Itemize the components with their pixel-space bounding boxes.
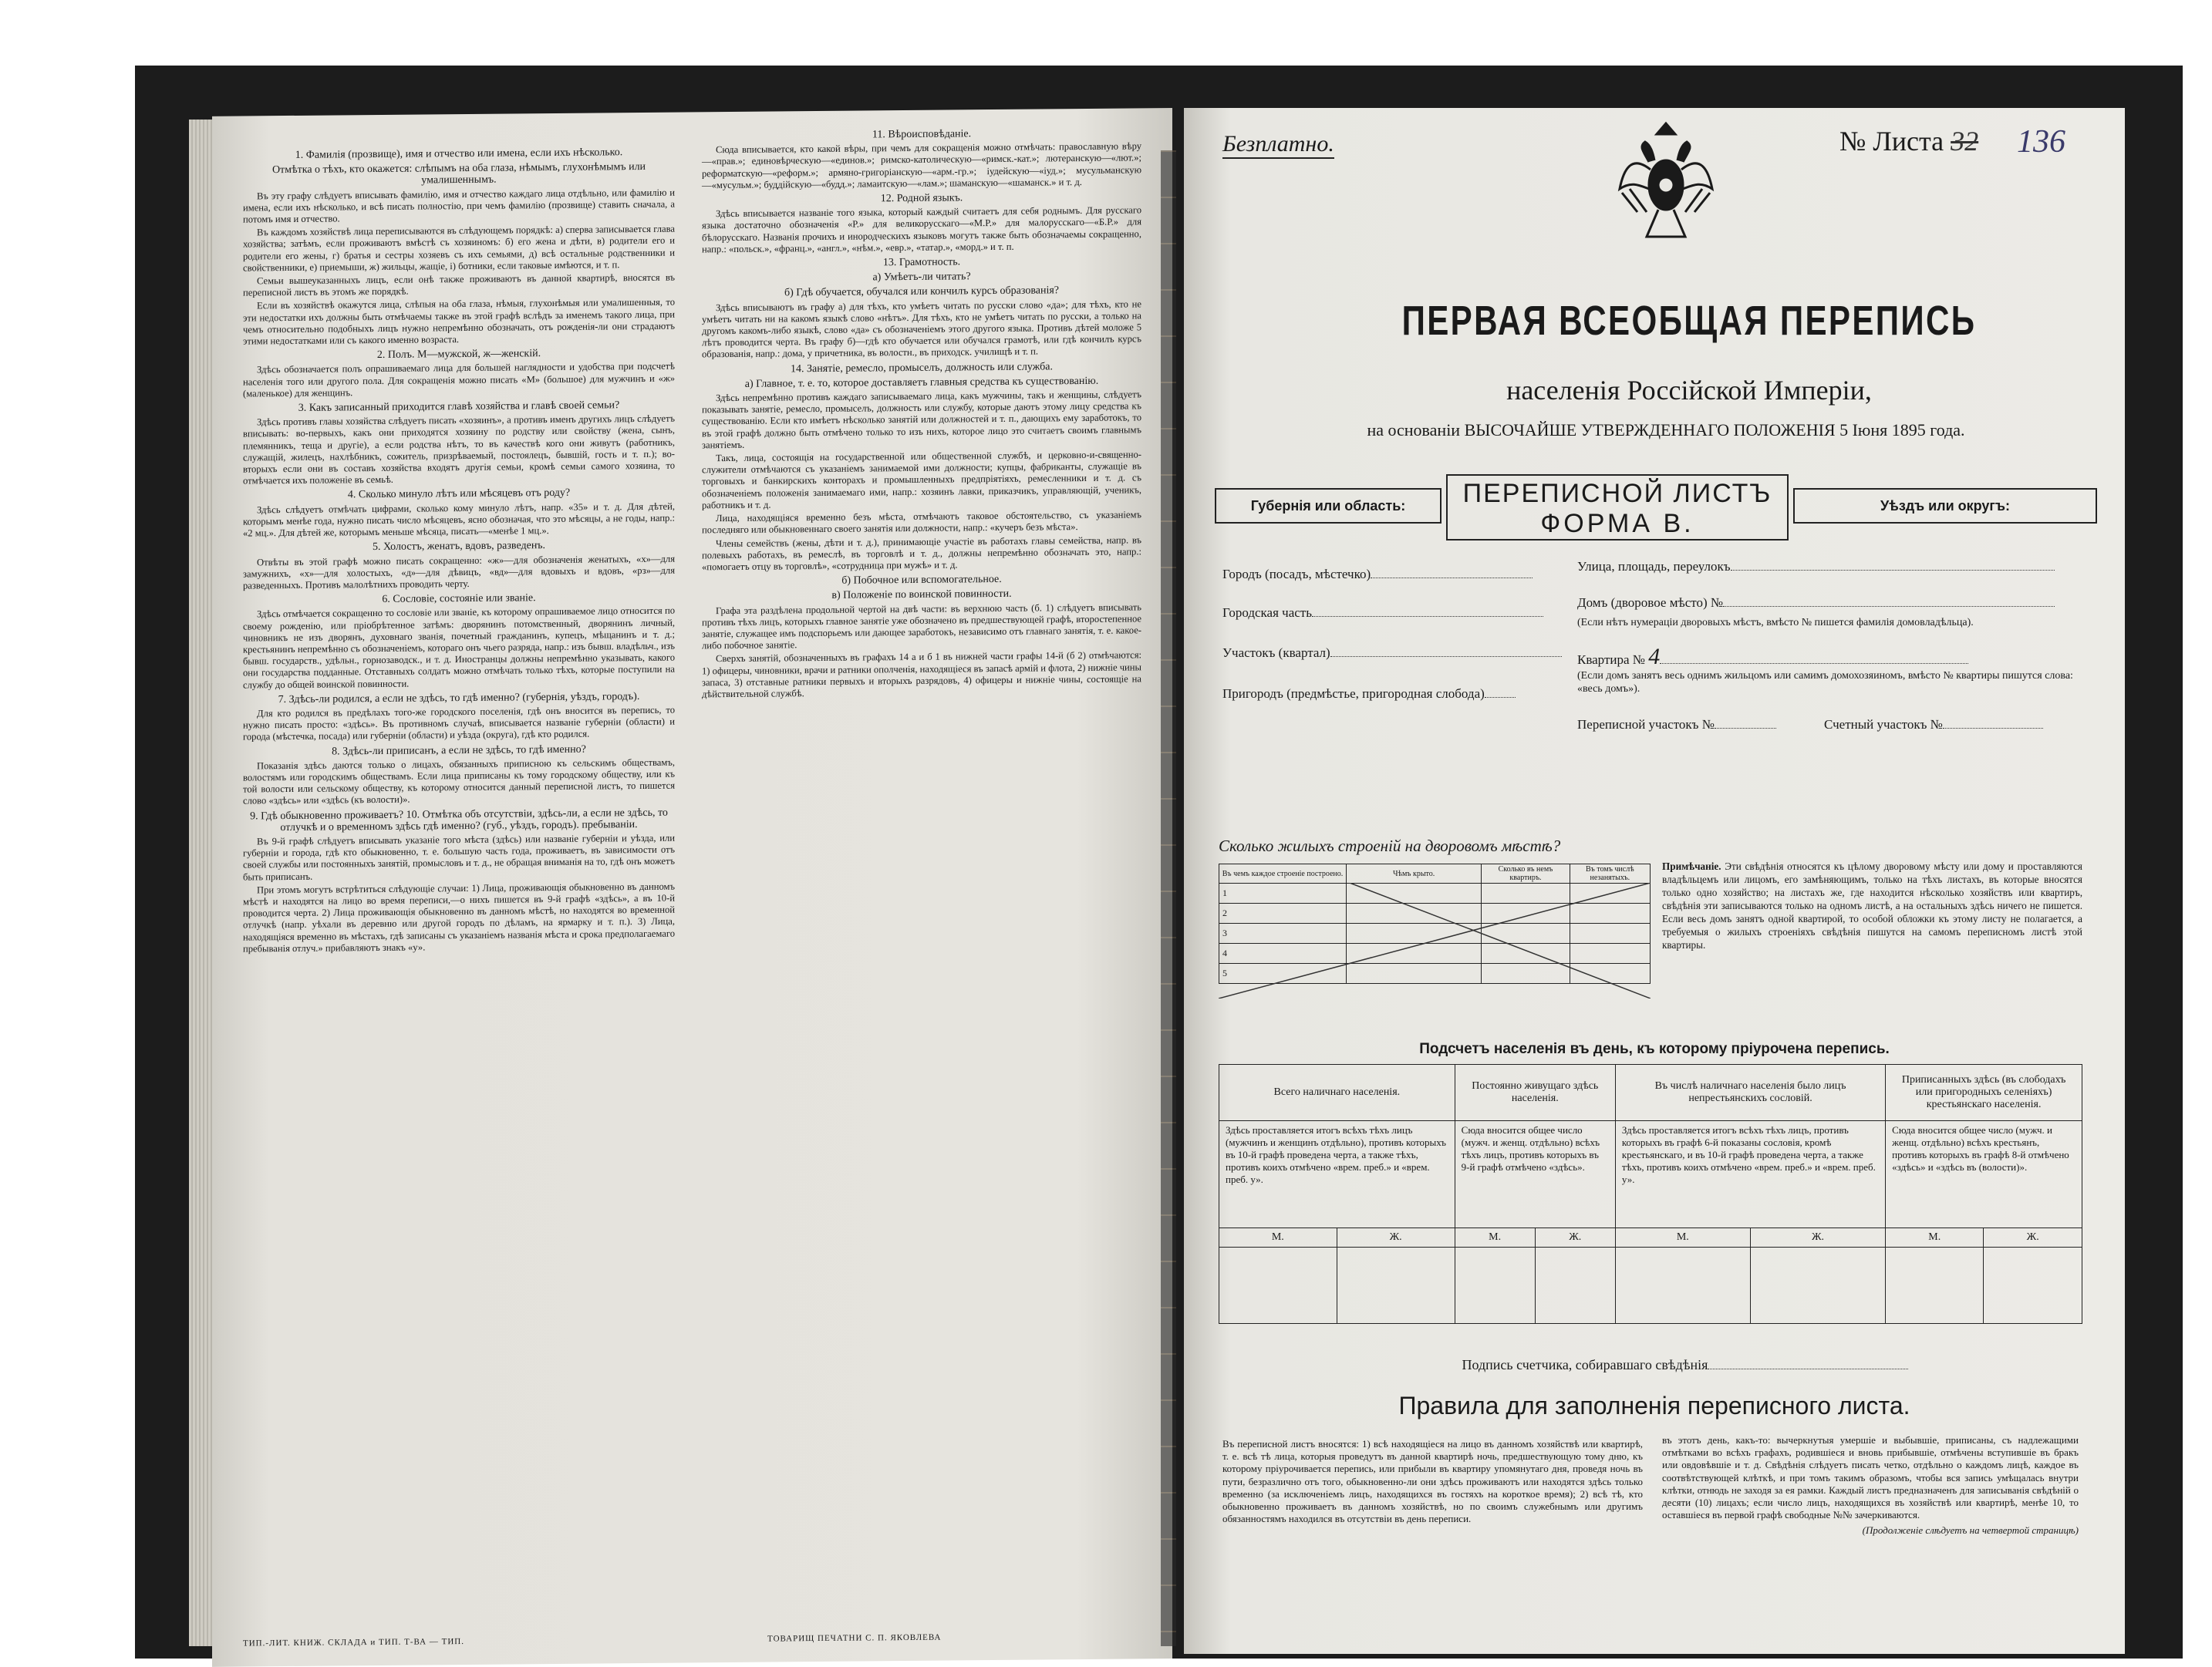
row-number: 4 <box>1219 944 1347 964</box>
rules-continued: (Продолженіе слѣдуетъ на четвертой страницѣ) <box>1862 1524 2079 1537</box>
paragraph: Такъ, лица, состоящія на государственной или общественной службѣ, и церковно-и-священно-служители отмѣчаются съ указаніемъ занимаемой ими должности; купцы, фабриканты, служащіе въ торговыхъ и банкирскихъ конторахъ и промышленныхъ предпріятіяхъ, ремесленники и т. д. съ обозначеніемъ положенія занимаемаго ими, напр.: хозяинъ лавки, приказчикъ, управляющій, ученикъ, работникъ и т. д. <box>702 449 1141 511</box>
note-text: Эти свѣдѣнія относятся къ цѣлому дворовому мѣсту или дому и проставляются владѣльцемъ или лицомъ, его замѣняющимъ, только на тѣхъ листахъ, въ которые вносятся только одно хозяйство; на листахъ же, где находится нѣсколько хозяйствъ или квартиръ, свѣдѣнія эти записываются только на одномъ листѣ, а на остальныхъ здѣсь ничего не пишется. Если весь домъ занятъ одной квартирой, то особой обложки къ этому листу не полагается, а требуемыя о жилыхъ строеніяхъ свѣдѣнія пишутся на самомъ переписномъ листѣ этой квартиры. <box>1662 860 2082 951</box>
male-label: М. <box>1886 1228 1984 1248</box>
count-cell[interactable] <box>1455 1248 1535 1324</box>
document-title: ПЕРВАЯ ВСЕОБЩАЯ ПЕРЕПИСЬ <box>1401 298 1977 344</box>
signature-label: Подпись счетчика, собиравшаго свѣдѣнія <box>1462 1357 1708 1372</box>
field-blank[interactable] <box>1660 652 1968 664</box>
sheet-number-handwritten: 32 <box>1951 126 1979 157</box>
section-heading: в) Положеніе по воинской повинности. <box>831 588 1012 602</box>
folio-number-handwritten: 136 <box>2017 124 2065 160</box>
section-heading: 4. Сколько минуло лѣтъ или мѣсяцевъ отъ роду? <box>347 487 571 501</box>
row-number: 3 <box>1219 924 1347 944</box>
count-cell[interactable] <box>1750 1248 1885 1324</box>
paragraph: Для кто родился въ предѣлахъ того-же городского поселенія, гдѣ онъ вносится въ перепись, то нужно писать просто: «здѣсь». Въ противномъ случаѣ, вписывается названіе губерніи (области) и города (мѣстечка, посада) или губерніи (области) и уѣзда (округа), гдѣ кто родился. <box>243 704 675 743</box>
field-label: Счетный участокъ № <box>1824 717 1943 732</box>
section-heading: Отмѣтка о тѣхъ, кто окажется: слѣпымъ на оба глаза, нѣмымъ, глухонѣмымъ или умалишеннымъ. <box>271 161 646 187</box>
paragraph: Здѣсь непремѣнно противъ каждаго записываемаго лица, какъ мужчины, такъ и женщины, слѣдуетъ показывать занятіе, ремесло, промыселъ, должность или службу, которые даютъ этому лицу средства къ существованію. Если кто имѣетъ нѣсколько занятій или должностей и т. п., дающихъ ему заработокъ, то въ этой графѣ должно быть отмѣчено только то изъ нихъ, которое лицо это считаетъ своимъ главнымъ занятіемъ. <box>702 389 1141 451</box>
paragraph: Въ каждомъ хозяйствѣ лица переписываются въ слѣдующемъ порядкѣ: а) сперва записывается глава хозяйства; затѣмъ, если проживаютъ вмѣстѣ съ хозяиномъ: б) его жена и дѣти, в) родители его и родители его жены, г) братья и сестры хозяевъ съ ихъ семьями, д) всѣ остальные родственники и свойственники, е) приемыши, ж) жильцы, жащіе, і) ботники, если таковые имѣются, и т. п. <box>243 223 675 274</box>
sex-header-row <box>1219 1228 2082 1248</box>
section-heading: б) Гдѣ обучается, обучался или кончилъ курсъ образованія? <box>784 285 1059 299</box>
population-desc: Сюда вносится общее число (мужч. и женщ. отдѣльно) всѣхъ тѣхъ лицъ, противъ которыхъ въ 9-й графѣ отмѣчено «здѣсь». <box>1455 1121 1615 1228</box>
cross-out-mark <box>1219 883 1651 999</box>
male-label: М. <box>1219 1228 1337 1248</box>
right-page <box>1184 108 2125 1654</box>
double-headed-eagle-icon <box>1616 116 1716 247</box>
field-label: Пригородъ (предмѣстье, пригородная слобода) <box>1222 686 1485 701</box>
female-label: Ж. <box>1337 1228 1455 1248</box>
section-heading: 6. Сословіе, состояніе или званіе. <box>382 592 536 606</box>
paragraph: Здѣсь отмѣчается сокращенно то сословіе или званіе, къ которому опрашиваемое лицо относится по своему рожденію, или пріобрѣтенное затѣмъ: дворянинъ потомственный, дворянинъ личный, чиновникъ не изъ дворянъ, духовнаго званія, почетный гражданинъ, купецъ, мѣщанинъ и т. д.; крестьянинъ непремѣнно съ обозначеніемъ, котораго онъ чьего разряда, напр.: изъ бывш. владѣльч., изъ бывш. государств., удѣльн., горнозаводск., и т. д. Иностранцы должны непремѣнно указывать, какого они государства подданные. Отставныхъ солдатъ можно отмѣчать только тѣхъ, которые поступили на службу до общей воинской повинности. <box>243 604 675 691</box>
section-heading: 7. Здѣсь-ли родился, а если не здѣсь, то гдѣ именно? (губернія, уѣздъ, городъ). <box>278 690 640 706</box>
gutter-ruler <box>1161 150 1176 1646</box>
document-subtitle-2: на основаніи ВЫСОЧАЙШЕ УТВЕРЖДЕННАГО ПОЛОЖЕНІЯ 5 Іюня 1895 года. <box>1367 420 1965 439</box>
houses-header: Чѣмъ крыто. <box>1347 864 1482 884</box>
female-label: Ж. <box>1750 1228 1885 1248</box>
field-label: Домъ (дворовое мѣсто) № <box>1577 595 1724 610</box>
field-blank[interactable] <box>1330 645 1562 657</box>
count-cell[interactable] <box>1615 1248 1750 1324</box>
field-kvartira <box>1577 644 1968 670</box>
form-title-box <box>1446 474 1789 541</box>
section-heading: 14. Занятіе, ремесло, промыселъ, должность или служба. <box>791 361 1053 375</box>
paragraph: Здѣсь вписываютъ въ графу а) для тѣхъ, кто умѣетъ читать по русски слово «да»; для тѣхъ, кто не умѣетъ читать ни на какомъ языкѣ слово «нѣтъ». Для тѣхъ, кто не умѣетъ читать по русски, а только на другомъ какомъ-либо языкѣ, слово «да» съ обозначеніемъ этого другого языка. Противъ дѣтей моложе 5 лѣтъ проводится черта. Въ графу б)—гдѣ кто обучается или обучался грамотѣ, или гдѣ кончилъ курсъ образованія, напр.: дома, у причетника, въ волостн., въ приходск. училищѣ и т. п. <box>702 298 1141 360</box>
population-desc: Сюда вносится общее число (мужч. и женщ. отдѣльно) всѣхъ крестьянъ, противъ которыхъ въ графѣ 8-й отмѣчено «здѣсь» и «здѣсь въ (волости)». <box>1886 1121 2082 1228</box>
field-label: Улица, площадь, переулокъ <box>1577 559 1731 574</box>
section-heading: 11. Вѣроисповѣданіе. <box>872 128 972 141</box>
population-header: Всего наличнаго населенія. <box>1219 1065 1455 1121</box>
female-label: Ж. <box>1984 1228 2082 1248</box>
population-header: Въ числѣ наличнаго населенія было лицъ непрестьянскихъ сословій. <box>1615 1065 1885 1121</box>
female-label: Ж. <box>1535 1228 1615 1248</box>
paragraph: Здѣсь обозначается полъ опрашиваемаго лица для большей наглядности и удобства при подсчетѣ населенія того или другого пола. Для сокращенія можно писать «М» (большое) для мужчинъ и «ж» (маленькое) для женщинъ. <box>243 361 675 399</box>
section-heading: 3. Какъ записанный приходится главѣ хозяйства и главѣ своей семьи? <box>298 399 620 414</box>
guberniya-box: Губернія или область: <box>1215 488 1442 524</box>
kvartira-handwritten: 4 <box>1648 644 1661 669</box>
field-label: Городская часть <box>1222 605 1312 620</box>
field-label: Квартира № <box>1577 652 1646 667</box>
paragraph: Здѣсь слѣдуетъ отмѣчать цифрами, сколько кому минуло лѣтъ, напр. «35» и т. д. Для дѣтей, которымъ менѣе года, нужно писать число мѣсяцевъ, ясно обозначая, что это мѣсяцы, а не годы, напр.: «2 мц.». Для дѣтей же, которымъ меньше мѣсяца, писать—«менѣе 1 мц.». <box>243 500 675 539</box>
row-number: 5 <box>1219 964 1347 984</box>
field-schetny <box>1824 717 2043 732</box>
paragraph: Въ 9-й графѣ слѣдуетъ вписывать указаніе того мѣста (здѣсь) или названіе губерніи и уѣзда, или губерніи и города, гдѣ кто обыкновенно, т. е. большую часть года, проживаетъ, въ зависимости отъ своей службы или постоянныхъ занятій, промысловъ и т. д., не обращая вниманія на то, гдѣ онъ можетъ быть приписанъ. <box>243 832 675 883</box>
field-chast <box>1222 605 1543 621</box>
left-column-2 <box>702 123 1141 702</box>
field-blank[interactable] <box>1312 605 1543 617</box>
paragraph: При этомъ могутъ встрѣтиться слѣдующіе случаи: 1) Лица, проживающія обыкновенно въ данномъ мѣстѣ и находятся на лицо во время переписи,—о нихъ пишется въ 9-й графѣ «здѣсь», а въ 10-й проводится черта. 2) Лица проживающія обыкновенно въ данномъ мѣстѣ, но находятся во временной отлучкѣ (напр. уѣхали въ деревню или другой городъ по дѣламъ, на ярмарку и т. п.). 3) Лица, находящіяся временно въ мѣстахъ, гдѣ записаны съ указаніемъ названія мѣста и срока предполагаемаго пребыванія отлуч.» прибавляютъ знакъ «у». <box>243 881 675 955</box>
form-subtitle: ФОРМА В. <box>1540 509 1694 538</box>
male-label: М. <box>1455 1228 1535 1248</box>
field-label: Участокъ (квартал) <box>1222 645 1330 660</box>
paragraph: Семьи вышеуказанныхъ лицъ, если онѣ также проживаютъ въ данной квартирѣ, вносятся въ переписной листъ въ этомъ же порядкѣ. <box>243 271 675 298</box>
paragraph: Здѣсь противъ главы хозяйства слѣдуетъ писать «хозяинъ», а противъ именъ другихъ лицъ слѣдуетъ вписывать: во-первыхъ, какъ они приходятся хозяину по родству или свойству (жена, сынъ, племянникъ, теща и другіе), а если родства нѣтъ, то въ качествѣ кого они живутъ (работникъ, служащій, жилецъ, нахлѣбникъ, сожитель, призрѣваемый, постоялецъ, бывшій, гость и т. п.); во-вторыхъ если они въ составъ хозяйства входятъ другія семьи, кромѣ семьи самого хозяина, то отмѣчается ихъ положеніе въ семьѣ. <box>243 413 675 487</box>
field-perepisnoy <box>1577 717 1776 732</box>
field-uchastok <box>1222 645 1562 661</box>
rules-text: въ этотъ день, какъ-то: вычеркнутыя умершіе и выбывшіе, приписаны, съ надлежащими отмѣтками во всѣхъ графахъ, родившіеся и вновь прибывшіе, отмѣчены вступившіе въ бракъ или овдовѣвшіе и т. д. Свѣдѣнія слѣдуетъ писать четко, отдѣльно о каждомъ лицѣ, каждое въ соотвѣтствующей клѣткѣ, и при томъ такимъ образомъ, чтобы вся запись умѣщалась внутри клѣтки, отнюдь не заходя за ея рамки. Каждый листъ предназначенъ для записыванія свѣдѣній о десяти (10) лицахъ; если число лицъ, находящихся въ хозяйствѣ или квартирѣ, менѣе 10, то оставшіеся въ первой графѣ свободные №№ зачеркиваются. <box>1662 1434 2079 1521</box>
field-blank[interactable] <box>1731 559 2055 571</box>
document-subtitle: населенія Россійской Имперіи, <box>1506 375 1872 406</box>
enumerator-signature <box>1300 1357 2071 1373</box>
rules-title: Правила для заполненія переписного листа. <box>1398 1392 1910 1419</box>
rules-column-2 <box>1662 1434 2079 1537</box>
paragraph: Сюда вписывается, кто какой вѣры, при чемъ для сокращенія можно отмѣчать: православную вѣру—«прав.»; единовѣрческую—«единов.»; римско-католическую—«римск.-кат.»; лютеранскую—«лют.»; реформатскую—«реформ.»; армяно-григоріанскую—«арм.-гр.»; іудейскую—«іуд.»; мусульманскую—«мусульм.»; буддійскую—«будд.»; ламаитскую—«лам.»; шаманскую—«шаманск.» и т. д. <box>702 140 1141 191</box>
free-label: Безплатно. <box>1222 131 1334 159</box>
printer-footer-left: ТИП.-ЛИТ. КНИЖ. СКЛАДА и ТИП. Т-ВА — ТИП. <box>243 1637 464 1648</box>
houses-note <box>1662 860 2082 951</box>
section-heading: 13. Грамотность. <box>882 256 961 269</box>
field-blank[interactable] <box>1723 595 2055 607</box>
houses-header-row <box>1219 864 1651 884</box>
count-cell[interactable] <box>1219 1248 1337 1324</box>
paragraph: Если въ хозяйствѣ окажутся лица, слѣпыя на оба глаза, нѣмыя, глухонѣмыя или умалишенныя, то эти недостатки ихъ должны быть отмѣчаемы также въ этой графѣ вслѣдъ за именемъ такого лица, при чемъ относительно подобныхъ лицъ нужно непремѣнно обозначать, отъ рожденія-ли они страдаютъ этими недостатками или съ какого именно возраста. <box>243 297 675 347</box>
form-header-row <box>1215 474 2094 537</box>
paragraph: Лица, находящіяся временно безъ мѣста, отмѣчаютъ таковое обстоятельство, съ указаніемъ последняго или обыкновеннаго своего занятія или должности, напр.: «кучеръ безъ мѣста». <box>702 509 1141 536</box>
section-heading: 5. Холостъ, женатъ, вдовъ, разведенъ. <box>372 540 546 554</box>
form-title: ПЕРЕПИСНОЙ ЛИСТЪ <box>1462 479 1772 508</box>
book-scan <box>135 66 2183 1659</box>
population-desc: Здѣсь проставляется итогъ всѣхъ тѣхъ лицъ (мужчинъ и женщинъ отдѣльно), противъ которыхъ въ 10-й графѣ проведена черта, а также тѣхъ, противъ коихъ отмѣчено «врем. преб.» и «врем. преб. у». <box>1219 1121 1455 1228</box>
field-blank[interactable] <box>1485 686 1516 698</box>
field-prigorod <box>1222 686 1516 702</box>
field-gorod <box>1222 567 1533 582</box>
uezd-box: Уѣздъ или округъ: <box>1793 488 2097 524</box>
field-dom-note: (Если нѣтъ нумераціи дворовыхъ мѣстъ, вмѣсто № пишется фамилія домовладѣльца). <box>1577 617 1974 628</box>
section-heading: а) Главное, т. е. то, которое доставляетъ главныя средства къ существованію. <box>744 375 1099 390</box>
paragraph: Въ эту графу слѣдуетъ вписывать фамилію, имя и отчество каждаго лица отдѣльно, или фамилію и имена, если ихъ нѣсколько, и всѣ писать полностію, при чемъ фамилію (прозвище) ставить сначала, а потомъ имя и отчество. <box>243 187 675 225</box>
sheet-number-text: № Листа <box>1839 126 1944 157</box>
section-heading: 1. Фамилія (прозвище), имя и отчество или имена, если ихъ нѣсколько. <box>295 146 623 161</box>
paragraph: Показанія здѣсь даются только о лицахъ, обязанныхъ приписною къ сельскимъ обществамъ, волостямъ или городскимъ обществамъ. Если лица приписаны къ тому городскому обществу, или къ той волости или сельскому обществу, къ которому относится данный переписной листъ, то пишется слово «здѣсь» или «здѣсь (къ волости)». <box>243 756 675 807</box>
houses-header: Въ чемъ каждое строеніе построено. <box>1219 864 1347 884</box>
signature-blank[interactable] <box>1708 1358 1908 1369</box>
sheet-number-label <box>1839 125 1978 157</box>
paragraph: Члены семействъ (жены, дѣти и т. д.), принимающіе участіе въ работахъ главы семейства, напр. въ полевыхъ работахъ, въ ремеслѣ, въ торговлѣ и т. д., должны непремѣнно обозначать это, напр.: «помогаетъ отцу въ торговлѣ», «сотрудница при мужѣ» и т. д. <box>702 534 1141 573</box>
row-number: 2 <box>1219 904 1347 924</box>
paragraph: Отвѣты въ этой графѣ можно писать сокращенно: «ж»—для обозначенія женатыхъ, «х»—для замужнихъ, «х»—для холостыхъ, «д»—для дѣвицъ, «вд»—для вдовыхъ и вдовъ, «рз»—для разведенныхъ. Противъ малолѣтнихъ проводить черту. <box>243 553 675 591</box>
count-row <box>1219 1248 2082 1324</box>
count-cell[interactable] <box>1984 1248 2082 1324</box>
section-heading: а) Умѣетъ-ли читать? <box>872 271 971 284</box>
left-page <box>212 108 1172 1667</box>
paragraph: Сверхъ занятій, обозначенныхъ въ графахъ 14 а и б 1 въ нижней части графы 14-й (б 2) отмѣчаются: 1) офицеры, чиновники, врачи и ратники ополченія, находящіеся въ запасѣ армій и флота, 2) нижніе чины запаса, 3) отставные ратники первыхъ и вторыхъ разрядовъ, 4) офицеры и нижніе чины, состоящіе на дѣйствительной службѣ. <box>702 649 1141 700</box>
houses-header: Въ томъ числѣ незанятыхъ. <box>1570 864 1650 884</box>
population-header: Приписанныхъ здѣсь (въ слободахъ или пригородныхъ селеніяхъ) крестьянскаго населенія. <box>1886 1065 2082 1121</box>
section-heading: 8. Здѣсь-ли приписанъ, а если не здѣсь, то гдѣ именно? <box>332 743 586 758</box>
field-blank[interactable] <box>1371 567 1533 578</box>
section-heading: 2. Полъ. М—мужской, ж—женскій. <box>376 348 541 362</box>
rules-column-1: Въ переписной листъ вносятся: 1) всѣ находящіеся на лицо въ данномъ хозяйствѣ или квартирѣ, т. е. всѣ тѣ лица, которыя проведутъ въ данной квартирѣ ночь, предшествующую тому дню, къ которому пріурочивается перепись, или прибыли въ квартиру упомянутаго дня, проведя ночь въ пути, безразлично отъ того, обыкновенно-ли они здѣсь проживаютъ или находятся здѣсь только временно (за исключеніемъ лицъ, находящихся въ гостяхъ на короткое время); 2) всѣ тѣ, кто обыкновенно проживаетъ въ данномъ хозяйствѣ, но по своимъ служебнымъ или другимъ обязанностямъ находился въ отсутствіи въ день переписи. <box>1222 1438 1643 1525</box>
population-header: Постоянно живущаго здѣсь населенія. <box>1455 1065 1615 1121</box>
count-cell[interactable] <box>1535 1248 1615 1324</box>
houses-header: Сколько въ немъ квартиръ. <box>1482 864 1570 884</box>
section-heading: б) Побочное или вспомогательное. <box>841 574 1002 587</box>
count-cell[interactable] <box>1886 1248 1984 1324</box>
paragraph: Графа эта раздѣлена продольной чертой на двѣ части: въ верхнюю часть (б. 1) слѣдуетъ вписывать противъ тѣхъ лицъ, которыхъ главное занятіе уже обозначено въ предшествующей графѣ, второстепенное занятіе, служащее имъ подспорьемъ или дающее заработокъ, независимо отъ главнаго занятія, т. е. какое-либо побочное занятіе. <box>702 601 1141 652</box>
field-kvartira-note: (Если домъ занятъ весь однимъ жильцомъ или самимъ домохозяиномъ, вмѣсто № квартиры пишутся слова: «весь домъ»). <box>1577 670 2073 695</box>
population-desc: Здѣсь проставляется итогъ всѣхъ тѣхъ лицъ, противъ которыхъ въ графѣ 6-й показаны сословія, кромѣ крестьянскаго, и въ 10-й графѣ проведена черта, а также тѣхъ, противъ коихъ отмѣчено «врем. преб.» и «врем. преб. у». <box>1615 1121 1885 1228</box>
male-label: М. <box>1615 1228 1750 1248</box>
field-label: Городъ (посадъ, мѣстечко) <box>1222 567 1371 581</box>
population-desc-row <box>1219 1121 2082 1228</box>
population-header-row <box>1219 1065 2082 1121</box>
row-number: 1 <box>1219 884 1347 904</box>
paragraph: Здѣсь вписывается названіе того языка, который каждый считаетъ для себя роднымъ. Для русскаго языка достаточно обозначенія «Р.» для великорусскаго—«М.Р.» для малорусскаго—«Б.Р.» для бѣлорусскаго. Названія прочихъ и инородческихъ языковъ могутъ также быть обозначаемы сокращенно, напр.: «польск.», «франц.», «англ.», «нѣм.», «евр.», «татар.», «морд.» и т. п. <box>702 204 1141 255</box>
population-table <box>1219 1064 2082 1324</box>
page-edges <box>189 120 215 1646</box>
count-cell[interactable] <box>1337 1248 1455 1324</box>
field-label: Переписной участокъ № <box>1577 717 1715 732</box>
section-heading: 12. Родной языкъ. <box>880 192 963 205</box>
population-count-title: Подсчетъ населенія въ день, къ которому пріурочена перепись. <box>1419 1041 1890 1057</box>
note-title: Примѣчаніе. <box>1662 860 1721 872</box>
field-dom <box>1577 595 2055 611</box>
section-heading: 9. Гдѣ обыкновенно проживаетъ? 10. Отмѣтка объ отсутствіи, здѣсь-ли, а если не здѣсь, то отлучкѣ и о временномъ здѣсь гдѣ именно? (губ., уѣздъ, городъ). пребываніи. <box>250 807 668 834</box>
field-blank[interactable] <box>1943 717 2043 729</box>
houses-question: Сколько жилыхъ строеній на дворовомъ мѣстѣ? <box>1219 837 1561 855</box>
printer-footer-mid: ТОВАРИЩ ПЕЧАТНИ С. П. ЯКОВЛЕВА <box>767 1632 942 1644</box>
field-blank[interactable] <box>1715 717 1776 729</box>
field-ulica <box>1577 559 2055 574</box>
left-column-1 <box>243 143 675 957</box>
